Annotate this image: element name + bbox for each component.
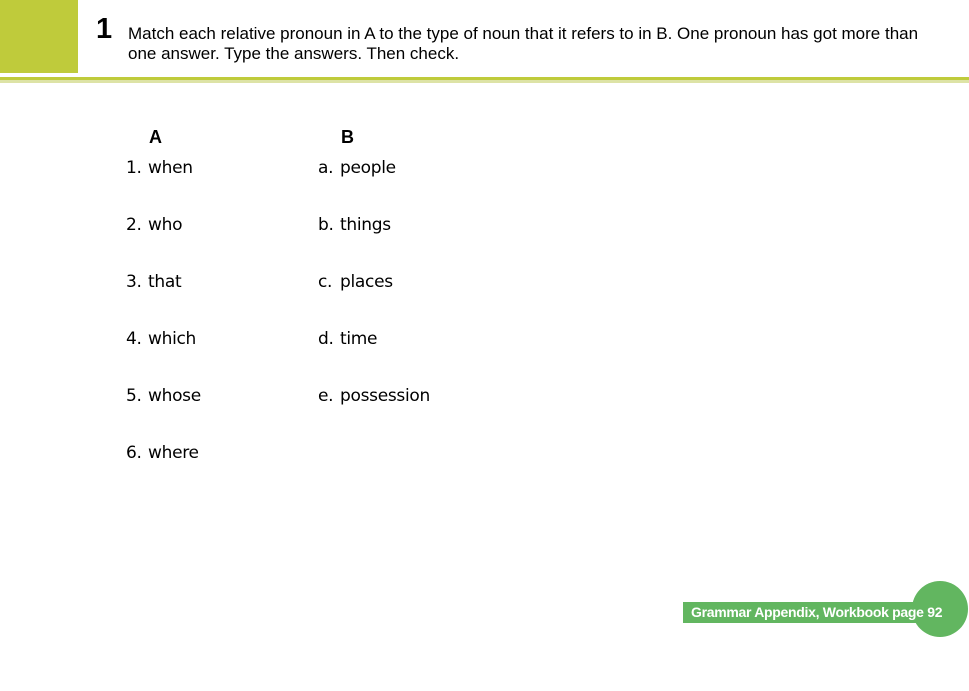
exercise-instruction: Match each relative pronoun in A to the type of noun that it refers to in B. One pronoun has got more than one answer. Type the answers. Then check. — [128, 24, 919, 63]
list-item-a-1 — [126, 157, 193, 179]
header-accent-block — [0, 0, 78, 73]
noun-type-text: places — [340, 272, 393, 292]
list-item-a-5 — [126, 385, 201, 407]
item-letter: e. — [318, 386, 334, 406]
list-item-a-2 — [126, 214, 182, 236]
list-item-b-a — [318, 157, 396, 179]
item-letter: a. — [318, 158, 334, 178]
pronoun-text: which — [148, 329, 197, 349]
item-letter: c. — [318, 272, 333, 292]
list-item-b-d — [318, 328, 377, 350]
item-number: 5. — [126, 386, 142, 406]
list-item-a-6 — [126, 442, 199, 464]
noun-type-text: time — [340, 329, 378, 349]
header-divider-shadow — [0, 80, 969, 83]
item-number: 6. — [126, 443, 142, 463]
pronoun-text: where — [148, 443, 199, 463]
column-b-heading: B — [341, 127, 354, 147]
item-number: 2. — [126, 215, 142, 235]
grammar-appendix-reference: Grammar Appendix, Workbook page 92 — [691, 604, 943, 620]
pronoun-text: when — [148, 158, 193, 178]
list-item-b-e — [318, 385, 430, 407]
item-number: 4. — [126, 329, 142, 349]
noun-type-text: possession — [340, 386, 430, 406]
pronoun-text: who — [148, 215, 183, 235]
list-item-b-b — [318, 214, 391, 236]
column-a-heading: A — [149, 127, 162, 147]
exercise-number: 1 — [96, 13, 113, 45]
item-number: 3. — [126, 272, 142, 292]
list-item-b-c — [318, 271, 393, 293]
list-item-a-3 — [126, 271, 181, 293]
item-letter: b. — [318, 215, 334, 235]
item-number: 1. — [126, 158, 142, 178]
pronoun-text: that — [148, 272, 182, 292]
noun-type-text: things — [340, 215, 391, 235]
item-letter: d. — [318, 329, 334, 349]
pronoun-text: whose — [148, 386, 201, 406]
noun-type-text: people — [340, 158, 396, 178]
list-item-a-4 — [126, 328, 196, 350]
